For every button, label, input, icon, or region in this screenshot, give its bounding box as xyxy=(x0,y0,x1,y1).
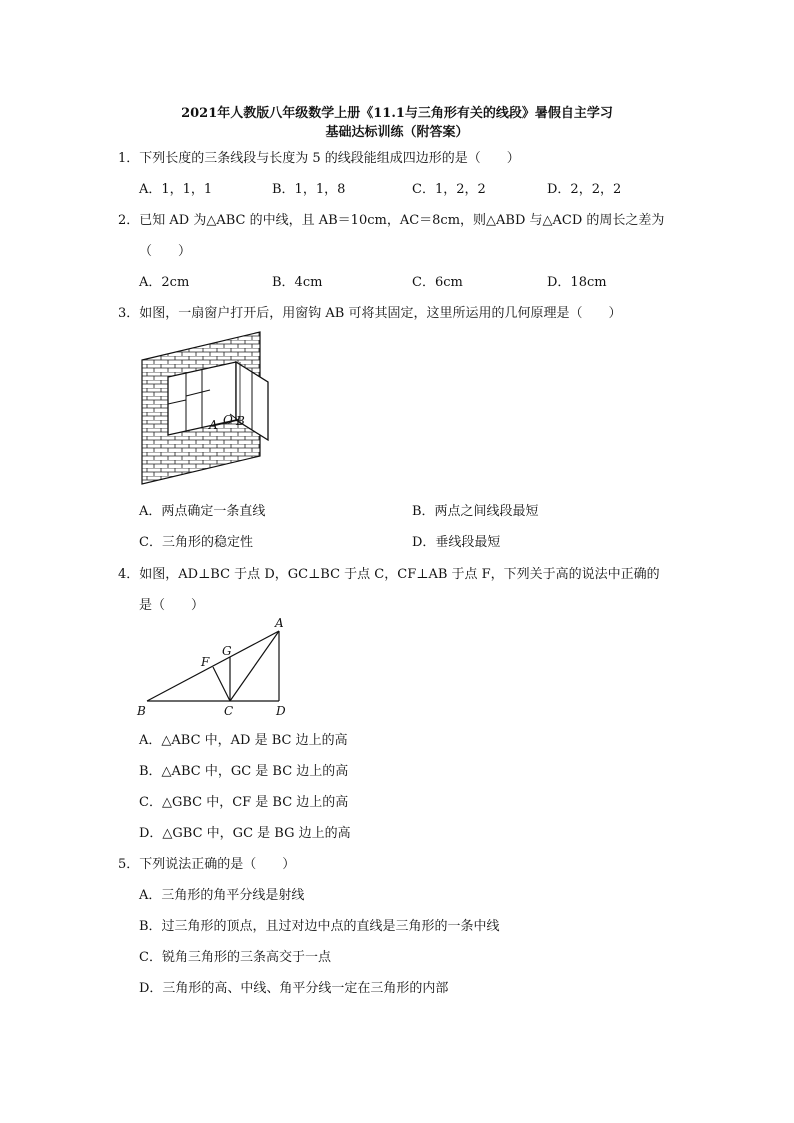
label-a: A xyxy=(209,418,218,432)
question-3-option-a: A．两点确定一条直线 xyxy=(139,504,266,519)
question-4-option-c: C．△GBC 中，CF 是 BC 边上的高 xyxy=(139,795,349,810)
question-2-stem-line2: （ ） xyxy=(139,244,192,259)
window-figure xyxy=(140,332,270,487)
question-2-option-b: B．4cm xyxy=(272,275,323,290)
question-1-option-b: B．1，1，8 xyxy=(272,182,346,197)
question-2-option-d: D．18cm xyxy=(547,275,607,290)
label-b: B xyxy=(236,414,245,428)
document-title-line1: 2021年人教版八年级数学上册《11.1与三角形有关的线段》暑假自主学习 xyxy=(181,106,613,121)
segment-fc xyxy=(213,667,230,701)
question-2-option-a: A．2cm xyxy=(139,275,190,290)
question-1-stem: 1．下列长度的三条线段与长度为 5 的线段能组成四边形的是（ ） xyxy=(118,151,520,166)
label-c: C xyxy=(224,704,234,718)
segment-ac xyxy=(230,631,279,701)
label-b: B xyxy=(137,704,146,718)
question-4-option-a: A．△ABC 中，AD 是 BC 边上的高 xyxy=(139,733,348,748)
question-5-option-a: A．三角形的角平分线是射线 xyxy=(139,888,305,903)
question-4-option-d: D．△GBC 中，GC 是 BG 边上的高 xyxy=(139,826,351,841)
question-2-stem-line1: 2．已知 AD 为△ABC 的中线，且 AB＝10cm，AC＝8cm，则△ABD 与△ACD 的周长之差为 xyxy=(118,213,665,228)
question-3-option-b: B．两点之间线段最短 xyxy=(412,504,539,519)
question-5-stem: 5．下列说法正确的是（ ） xyxy=(118,857,296,872)
triangle-figure xyxy=(130,615,300,720)
question-5-option-b: B．过三角形的顶点，且过对边中点的直线是三角形的一条中线 xyxy=(139,919,500,934)
label-o: O xyxy=(223,413,233,427)
label-g: G xyxy=(222,644,232,658)
question-3-option-c: C．三角形的稳定性 xyxy=(139,535,253,550)
label-a: A xyxy=(275,616,284,630)
question-3-stem: 3．如图，一扇窗户打开后，用窗钩 AB 可将其固定，这里所运用的几何原理是（ ） xyxy=(118,306,622,321)
question-1-option-c: C．1，2，2 xyxy=(412,182,486,197)
question-1-option-a: A．1，1，1 xyxy=(139,182,213,197)
question-1-option-d: D．2，2，2 xyxy=(547,182,622,197)
segment-ba xyxy=(147,631,279,701)
document-title-line2: 基础达标训练（附答案） xyxy=(325,125,469,140)
question-5-option-d: D．三角形的高、中线、角平分线一定在三角形的内部 xyxy=(139,981,449,996)
question-4-stem-line2: 是（ ） xyxy=(139,598,205,613)
question-2-option-c: C．6cm xyxy=(412,275,463,290)
question-5-option-c: C．锐角三角形的三条高交于一点 xyxy=(139,950,331,965)
label-f: F xyxy=(201,655,210,669)
question-4-option-b: B．△ABC 中，GC 是 BC 边上的高 xyxy=(139,764,349,779)
question-4-stem-line1: 4．如图，AD⊥BC 于点 D，GC⊥BC 于点 C，CF⊥AB 于点 F，下列关于高的说法中正确的 xyxy=(118,567,660,582)
question-3-option-d: D．垂线段最短 xyxy=(412,535,501,550)
label-d: D xyxy=(276,704,286,718)
